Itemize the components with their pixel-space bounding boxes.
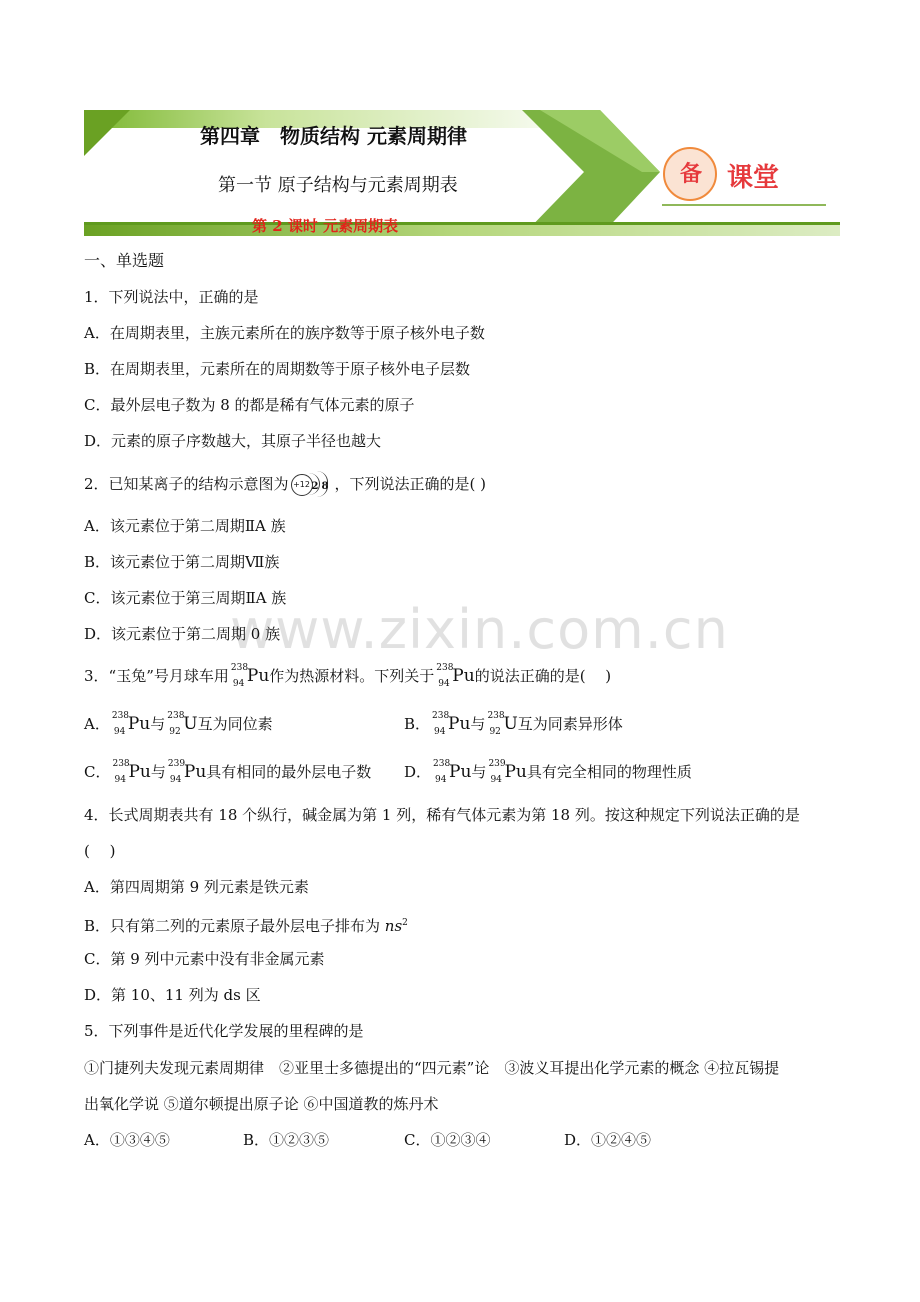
shell-1-electrons: 2 xyxy=(311,481,319,492)
q4-option-d: D．第 10、11 列为 ds 区 xyxy=(84,986,261,1004)
q4-option-b: B．只有第二列的元素原子最外层电子排布为 $ns^2$ xyxy=(84,917,408,935)
logo-text: 课堂 xyxy=(727,163,780,193)
nuclide-pu238: 238 94 xyxy=(230,663,249,689)
q5-items-line2: 出氧化学说 ⑤道尔顿提出原子论 ⑥中国道教的炼丹术 xyxy=(84,1095,439,1113)
q3-stem-part3: 的说法正确的是( ) xyxy=(474,667,612,685)
q3-option-b: B． 238 94 Pu与 238 92 U互为同素异形体 xyxy=(404,711,623,737)
q5-option-c: C．①②③④ xyxy=(404,1131,491,1149)
q4-option-a: A．第四周期第 9 列元素是铁元素 xyxy=(84,878,309,896)
q2-stem-post: ，下列说法正确的是( ) xyxy=(334,475,487,493)
lesson-title: 第 2 课时 元素周期表 xyxy=(252,217,399,235)
q1-option-b: B．在周期表里，元素所在的周期数等于原子核外电子层数 xyxy=(84,360,471,378)
q5-items-line1: ①门捷列夫发现元素周期律 ②亚里士多德提出的“四元素”论 ③波义耳提出化学元素的概念 ④拉瓦锡提 xyxy=(84,1059,780,1077)
q1-option-d: D．元素的原子序数越大，其原子半径也越大 xyxy=(84,432,382,450)
q3-option-a: A． 238 94 Pu与 238 92 U互为同位素 xyxy=(84,711,273,737)
logo-icon: 备 xyxy=(679,162,702,187)
header-banner xyxy=(0,0,920,245)
q3-stem xyxy=(84,663,612,689)
watermark: www.zixin.com.cn xyxy=(230,598,729,661)
pu-symbol: Pu xyxy=(246,666,270,686)
q3-option-c: C． 238 94 Pu与 239 94 Pu具有相同的最外层电子数 xyxy=(84,759,372,785)
shell-2-electrons: 8 xyxy=(321,481,329,492)
q2-option-a: A．该元素位于第二周期ⅡA 族 xyxy=(84,517,286,535)
q2-option-c: C．该元素位于第三周期ⅡA 族 xyxy=(84,589,287,607)
q2-stem-pre: 2．已知某离子的结构示意图为 xyxy=(84,475,289,493)
q2-option-b: B．该元素位于第二周期Ⅶ族 xyxy=(84,553,280,571)
q3-stem-part1: 3．“玉兔”号月球车用 xyxy=(84,667,229,685)
section-title: 第一节 原子结构与元素周期表 xyxy=(218,175,458,196)
q4-stem-paren: ( ) xyxy=(84,842,116,860)
section-heading: 一、单选题 xyxy=(84,251,165,270)
ion-structure-diagram xyxy=(289,472,335,498)
q2-stem xyxy=(84,472,486,498)
nuclide-pu238: 238 94 xyxy=(436,663,454,689)
q2-option-d: D．该元素位于第二周期 0 族 xyxy=(84,625,281,643)
q3-option-d: D． 238 94 Pu与 239 94 Pu具有完全相同的物理性质 xyxy=(404,759,692,785)
q4-stem: 4．长式周期表共有 18 个纵行，碱金属为第 1 列，稀有气体元素为第 18 列。按这种规定下列说法正确的是 xyxy=(84,806,800,824)
q5-option-b: B．①②③⑤ xyxy=(243,1131,330,1149)
q5-option-a: A．①③④⑤ xyxy=(84,1131,170,1149)
q1-option-a: A．在周期表里，主族元素所在的族序数等于原子核外电子数 xyxy=(84,324,485,342)
q3-stem-part2: 作为热源材料。下列关于 xyxy=(269,667,435,685)
q1-stem: 1．下列说法中，正确的是 xyxy=(84,288,259,306)
chapter-title: 第四章 物质结构 元素周期律 xyxy=(200,124,467,148)
q5-option-d: D．①②④⑤ xyxy=(564,1131,652,1149)
q5-stem: 5．下列事件是近代化学发展的里程碑的是 xyxy=(84,1022,364,1040)
q1-option-c: C．最外层电子数为 8 的都是稀有气体元素的原子 xyxy=(84,396,415,414)
q4-option-c: C．第 9 列中元素中没有非金属元素 xyxy=(84,950,325,968)
nucleus-charge: +12 xyxy=(291,474,313,496)
pu-symbol: Pu xyxy=(452,666,475,686)
